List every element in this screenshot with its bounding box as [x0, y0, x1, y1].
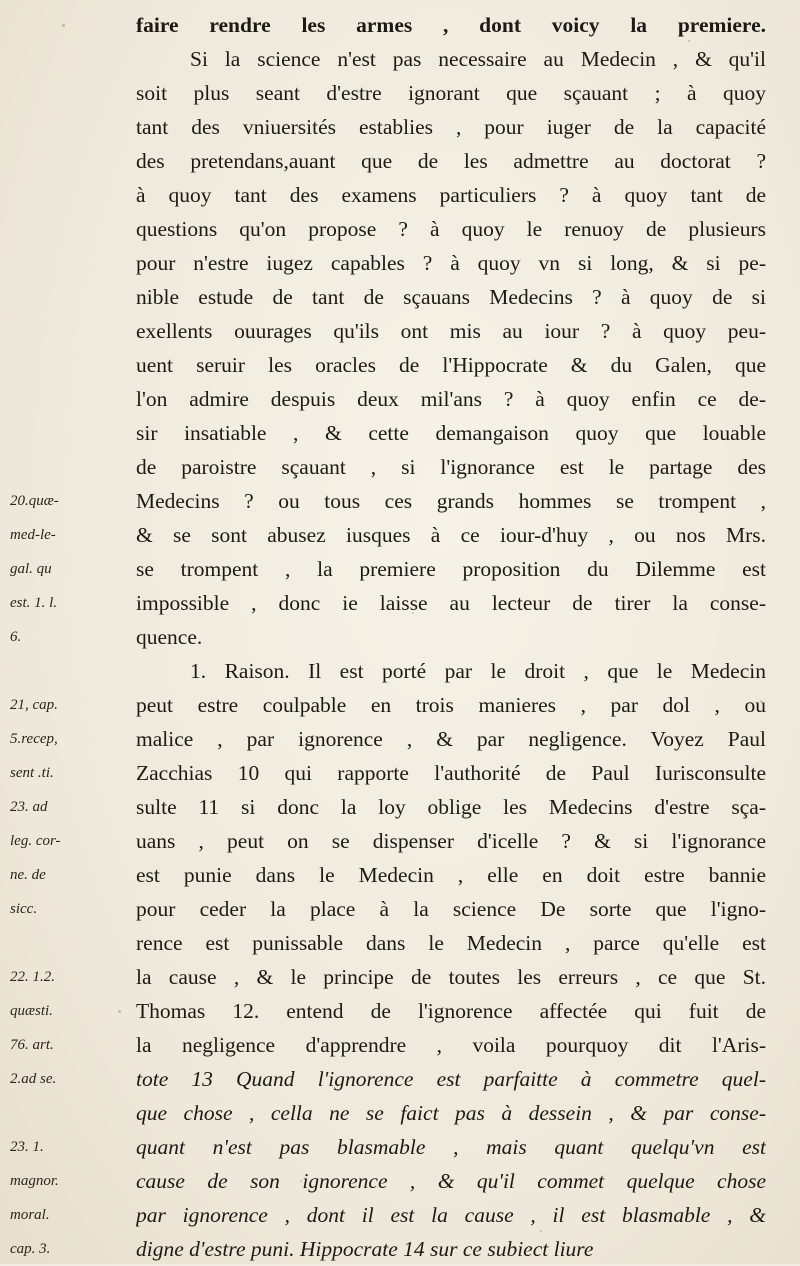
paper-speck	[540, 1230, 542, 1232]
margin-note: est. 1. l.	[10, 595, 58, 611]
body-text: digne d'estre puni. Hippocrate 14 sur ce subiect liure	[136, 1237, 594, 1261]
body-text: quence.	[136, 625, 203, 649]
text-line	[0, 926, 800, 960]
text-line	[0, 1164, 800, 1198]
text-line	[0, 586, 800, 620]
text-line	[0, 858, 800, 892]
text-line	[0, 450, 800, 484]
margin-note: leg. cor-	[10, 833, 61, 849]
margin-note: 6.	[10, 629, 22, 645]
body-text: nible estude de tant de sçauans Medecins ? à quoy de si	[136, 285, 766, 309]
body-text: rence est punissable dans le Medecin , parce qu'elle est	[136, 931, 766, 955]
margin-note: med-le-	[10, 527, 56, 543]
body-text: est punie dans le Medecin , elle en doit estre bannie	[136, 863, 766, 887]
body-text: uans , peut on se dispenser d'icelle ? & si l'ignorance	[136, 829, 766, 853]
paper-speck	[688, 40, 690, 42]
body-text: questions qu'on propose ? à quoy le renuoy de plusieurs	[136, 217, 766, 241]
margin-note: 5.recep,	[10, 731, 58, 747]
text-line	[0, 484, 800, 518]
body-text: tote 13 Quand l'ignorence est parfaitte à commetre quel-	[136, 1067, 766, 1091]
text-line	[0, 314, 800, 348]
margin-note: gal. qu	[10, 561, 52, 577]
paper-speck	[300, 1180, 302, 1182]
body-text: faire rendre les armes , dont voicy la premiere.	[136, 13, 766, 37]
paper-speck	[118, 1010, 121, 1013]
text-line	[0, 722, 800, 756]
margin-note: 20.quæ-	[10, 493, 59, 509]
text-line	[0, 654, 800, 688]
text-line	[0, 178, 800, 212]
text-line	[0, 1232, 800, 1266]
body-text: quant n'est pas blasmable , mais quant quelqu'vn est	[136, 1135, 766, 1159]
body-text: tant des vniuersités establies , pour iuger de la capacité	[136, 115, 766, 139]
text-line	[0, 518, 800, 552]
body-text: sir insatiable , & cette demangaison quoy que louable	[136, 421, 766, 445]
margin-note: 23. 1.	[10, 1139, 44, 1155]
text-line	[0, 382, 800, 416]
text-line	[0, 76, 800, 110]
text-line	[0, 552, 800, 586]
body-text: impossible , donc ie laisse au lecteur de tirer la conse-	[136, 591, 766, 615]
body-text: de paroistre sçauant , si l'ignorance est le partage des	[136, 455, 766, 479]
body-text: pour ceder la place à la science De sorte que l'igno-	[136, 897, 766, 921]
margin-note: sicc.	[10, 901, 38, 917]
text-line	[0, 348, 800, 382]
body-text: des pretendans,auant que de les admettre au doctorat ?	[136, 149, 766, 173]
body-text: Si la science n'est pas necessaire au Medecin , & qu'il	[190, 47, 766, 71]
body-text: uent seruir les oracles de l'Hippocrate & du Galen, que	[136, 353, 766, 377]
text-line	[0, 42, 800, 76]
text-line	[0, 1130, 800, 1164]
body-text: se trompent , la premiere proposition du Dilemme est	[136, 557, 766, 581]
text-line	[0, 1062, 800, 1096]
paper-speck	[760, 700, 762, 702]
margin-note: ne. de	[10, 867, 46, 883]
body-text: exellents ouurages qu'ils ont mis au iour ? à quoy peu-	[136, 319, 766, 343]
margin-note: quæsti.	[10, 1003, 53, 1019]
text-line	[0, 212, 800, 246]
body-text: peut estre coulpable en trois manieres , par dol , ou	[136, 693, 766, 717]
margin-note: moral.	[10, 1207, 50, 1223]
text-line	[0, 280, 800, 314]
text-line	[0, 110, 800, 144]
body-text: Zacchias 10 qui rapporte l'authorité de Paul Iurisconsulte	[136, 761, 766, 785]
margin-note: magnor.	[10, 1173, 59, 1189]
paper-speck	[62, 24, 65, 27]
text-line	[0, 756, 800, 790]
body-text: Thomas 12. entend de l'ignorence affectée qui fuit de	[136, 999, 766, 1023]
text-line	[0, 1198, 800, 1232]
body-text: soit plus seant d'estre ignorant que sçauant ; à quoy	[136, 81, 766, 105]
body-text: malice , par ignorence , & par negligence. Voyez Paul	[136, 727, 766, 751]
body-text: sulte 11 si donc la loy oblige les Medecins d'estre sça-	[136, 795, 766, 819]
text-line	[0, 8, 800, 42]
text-line	[0, 790, 800, 824]
body-text: cause de son ignorence , & qu'il commet quelque chose	[136, 1169, 766, 1193]
margin-note: 22. 1.2.	[10, 969, 55, 985]
text-line	[0, 1028, 800, 1062]
text-line	[0, 1096, 800, 1130]
body-text: pour n'estre iugez capables ? à quoy vn si long, & si pe-	[136, 251, 766, 275]
margin-note: 76. art.	[10, 1037, 54, 1053]
text-line	[0, 144, 800, 178]
text-line	[0, 960, 800, 994]
body-text: l'on admire despuis deux mil'ans ? à quoy enfin ce de-	[136, 387, 766, 411]
text-line	[0, 620, 800, 654]
body-text: la cause , & le principe de toutes les erreurs , ce que St.	[136, 965, 766, 989]
margin-note: cap. 3.	[10, 1241, 51, 1257]
body-text: & se sont abusez iusques à ce iour-d'huy , ou nos Mrs.	[136, 523, 766, 547]
text-line	[0, 416, 800, 450]
text-line	[0, 246, 800, 280]
body-text: 1. Raison. Il est porté par le droit , que le Medecin	[190, 659, 766, 683]
margin-note: 2.ad se.	[10, 1071, 57, 1087]
body-text: que chose , cella ne se faict pas à dessein , & par conse-	[136, 1101, 766, 1125]
margin-note: sent .ti.	[10, 765, 54, 781]
text-line	[0, 688, 800, 722]
body-text: Medecins ? ou tous ces grands hommes se trompent ,	[136, 489, 766, 513]
text-line	[0, 824, 800, 858]
body-text: à quoy tant des examens particuliers ? à quoy tant de	[136, 183, 766, 207]
margin-note: 21, cap.	[10, 697, 58, 713]
paper-speck	[412, 612, 414, 614]
body-text: la negligence d'apprendre , voila pourquoy dit l'Aris-	[136, 1033, 766, 1057]
text-line	[0, 892, 800, 926]
margin-note: 23. ad	[10, 799, 48, 815]
body-text: par ignorence , dont il est la cause , il est blasmable , &	[136, 1203, 766, 1227]
